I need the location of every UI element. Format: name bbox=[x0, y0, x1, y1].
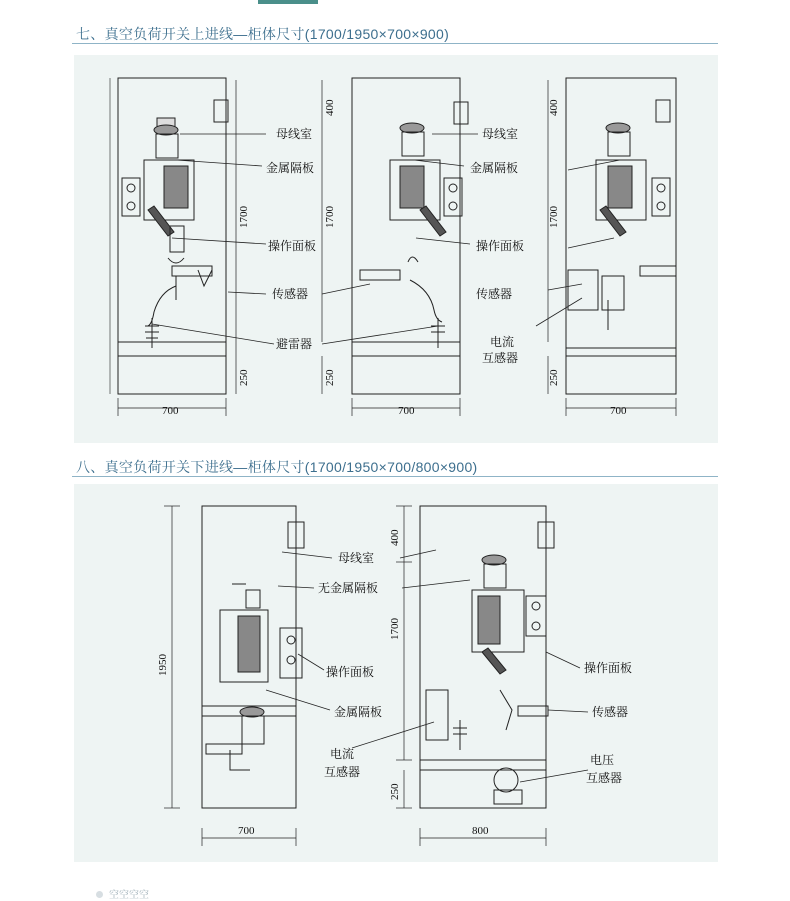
dim-bottom-3: 250 bbox=[548, 369, 560, 386]
label-ct-line1-s7: 电流 bbox=[490, 335, 515, 349]
cabinet-3 bbox=[566, 78, 676, 394]
label-vt-line2: 互感器 bbox=[586, 771, 623, 785]
section-7-leaders bbox=[152, 134, 620, 344]
dim-top-3: 400 bbox=[548, 99, 560, 116]
dim-width-a: 700 bbox=[238, 825, 255, 837]
label-vt-line1: 电压 bbox=[590, 753, 615, 767]
label-operating-panel-s8a: 操作面板 bbox=[326, 665, 375, 679]
label-no-metal-partition: 无金属隔板 bbox=[318, 581, 379, 595]
label-metal-partition-1: 金属隔板 bbox=[266, 161, 315, 175]
footer-dot-icon bbox=[96, 891, 103, 898]
label-metal-partition-2: 金属隔板 bbox=[470, 161, 519, 175]
label-operating-panel-1: 操作面板 bbox=[268, 239, 317, 253]
label-ct-line2-s8: 互感器 bbox=[324, 765, 361, 779]
dim-height-b: 1700 bbox=[389, 618, 401, 640]
label-ct-line2-s7: 互感器 bbox=[482, 351, 519, 365]
section-7-title: 七、真空负荷开关上进线—柜体尺寸(1700/1950×700×900) bbox=[76, 26, 450, 42]
label-operating-panel-2: 操作面板 bbox=[476, 239, 525, 253]
dim-top-2: 400 bbox=[324, 99, 336, 116]
cabinet-1 bbox=[110, 78, 228, 394]
label-sensor-1: 传感器 bbox=[272, 287, 309, 301]
label-ct-line1-s8: 电流 bbox=[330, 747, 355, 761]
dim-width-2: 700 bbox=[398, 405, 415, 417]
dim-height-2: 1700 bbox=[324, 206, 336, 228]
dim-bottom-2: 250 bbox=[324, 369, 336, 386]
dim-height-3: 1700 bbox=[548, 206, 560, 228]
cabinet-5 bbox=[420, 506, 554, 808]
dim-width-1: 700 bbox=[162, 405, 179, 417]
dim-width-3: 700 bbox=[610, 405, 627, 417]
section-7-dims bbox=[118, 80, 676, 416]
cabinet-4 bbox=[202, 506, 304, 808]
section-8-title: 八、真空负荷开关下进线—柜体尺寸(1700/1950×700/800×900) bbox=[76, 459, 478, 475]
section-8-leaders bbox=[266, 550, 588, 782]
cabinet-2 bbox=[352, 78, 468, 394]
dim-bottom-1: 250 bbox=[238, 369, 250, 386]
dim-bottom-s8: 250 bbox=[389, 783, 401, 800]
label-metal-partition-s8: 金属隔板 bbox=[334, 705, 383, 719]
label-arrester: 避雷器 bbox=[276, 337, 313, 351]
footer bbox=[96, 886, 149, 901]
footer-text: 空空空空 bbox=[109, 890, 149, 901]
label-operating-panel-s8b: 操作面板 bbox=[584, 661, 633, 675]
label-busbar-room-2: 母线室 bbox=[482, 127, 519, 141]
dim-width-b: 800 bbox=[472, 825, 489, 837]
dim-height-1: 1700 bbox=[238, 206, 250, 228]
label-sensor-s8: 传感器 bbox=[592, 705, 629, 719]
label-busbar-room-s8: 母线室 bbox=[338, 551, 375, 565]
dim-top-s8: 400 bbox=[389, 529, 401, 546]
dim-height-a: 1950 bbox=[157, 654, 169, 676]
label-sensor-2: 传感器 bbox=[476, 287, 513, 301]
label-busbar-room-1: 母线室 bbox=[276, 127, 313, 141]
